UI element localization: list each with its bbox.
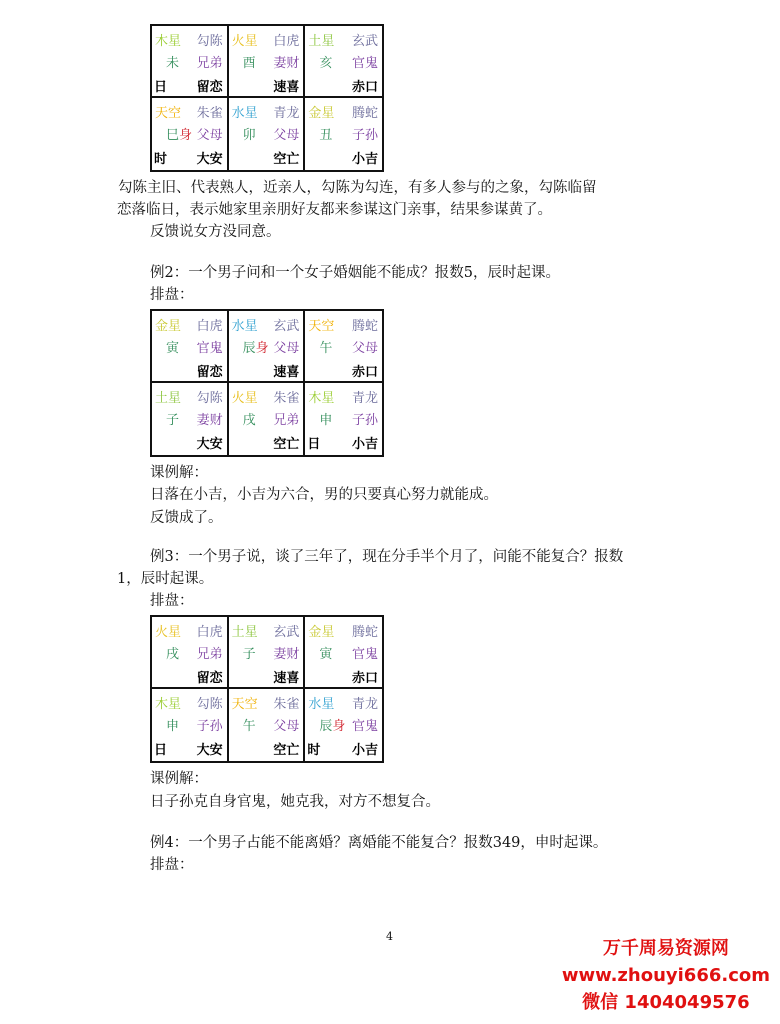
star-label: 土星: [155, 391, 182, 406]
chart1-palace-cell: [229, 98, 306, 170]
explanation-2-line-2: 反馈成了。: [150, 510, 223, 526]
relative-label: 妻财: [273, 56, 300, 71]
branch-label: 戌: [242, 413, 256, 428]
god-label: 朱雀: [273, 697, 300, 712]
chart-3-grid: [150, 615, 384, 763]
chart2-palace-cell: [305, 383, 382, 455]
example-4-title: 例4：一个男子占能不能离婚？离婚能不能复合？报数349，申时起课。: [150, 835, 608, 851]
self-marker: 身: [179, 128, 193, 143]
feedback-1: 反馈说女方没同意。: [150, 224, 281, 240]
relative-label: 父母: [351, 341, 378, 356]
god-label: 青龙: [351, 697, 378, 712]
relative-label: 妻财: [273, 647, 300, 662]
star-label: 金星: [308, 106, 335, 121]
relative-label: 父母: [273, 341, 300, 356]
star-label: 木星: [155, 34, 182, 49]
god-label: 白虎: [196, 319, 223, 334]
star-label: 土星: [308, 34, 335, 49]
star-label: 土星: [231, 625, 258, 640]
chart-1-grid: [150, 24, 384, 172]
chart3-palace-cell: [152, 617, 229, 689]
god-label: 腾蛇: [351, 106, 378, 121]
god-label: 腾蛇: [351, 625, 378, 640]
star-label: 天空: [231, 697, 258, 712]
star-label: 火星: [231, 34, 258, 49]
branch-label: 亥: [319, 56, 333, 71]
chart1-palace-cell: [152, 98, 229, 170]
branch-label: 卯: [242, 128, 256, 143]
god-label: 白虎: [196, 625, 223, 640]
chart3-palace-cell: [152, 689, 229, 761]
god-label: 白虎: [273, 34, 300, 49]
layout-label-3: 排盘：: [150, 593, 194, 609]
chart3-palace-cell: [305, 689, 382, 761]
god-label: 青龙: [351, 391, 378, 406]
watermark-site-name: 万千周易资源网: [602, 938, 729, 959]
chart3-palace-cell: [229, 689, 306, 761]
god-label: 青龙: [273, 106, 300, 121]
palace-name: 留恋: [196, 365, 223, 380]
chart2-palace-cell: [152, 311, 229, 383]
god-label: 勾陈: [196, 391, 223, 406]
watermark-url: www.zhouyi666.com: [561, 965, 770, 986]
star-label: 金星: [308, 625, 335, 640]
branch-label: 申: [166, 719, 180, 734]
palace-name: 小吉: [351, 152, 378, 167]
palace-name: 留恋: [196, 80, 223, 95]
explanation-label-3: 课例解：: [150, 771, 208, 787]
explanation-2-line-1: 日落在小吉，小吉为六合，男的只要真心努力就能成。: [150, 487, 498, 503]
chart2-palace-cell: [229, 311, 306, 383]
palace-name: 空亡: [273, 743, 300, 758]
palace-name: 赤口: [351, 365, 378, 380]
branch-label: 酉: [242, 56, 256, 71]
relative-label: 子孙: [351, 413, 378, 428]
god-label: 玄武: [351, 34, 378, 49]
star-label: 水星: [231, 106, 258, 121]
god-label: 朱雀: [196, 106, 223, 121]
example-3-title-cont: 1，辰时起课。: [117, 571, 214, 587]
palace-name: 大安: [196, 743, 223, 758]
relative-label: 兄弟: [273, 413, 300, 428]
chart-2-grid: [150, 309, 384, 457]
chart1-palace-cell: [305, 26, 382, 98]
relative-label: 兄弟: [196, 56, 223, 71]
relative-label: 官鬼: [196, 341, 223, 356]
relative-label: 官鬼: [351, 719, 378, 734]
relative-label: 官鬼: [351, 647, 378, 662]
branch-label: 子: [242, 647, 256, 662]
layout-label-2: 排盘：: [150, 287, 194, 303]
palace-name: 大安: [196, 152, 223, 167]
branch-label: 午: [319, 341, 333, 356]
god-label: 勾陈: [196, 34, 223, 49]
palace-name: 留恋: [196, 671, 223, 686]
star-label: 金星: [155, 319, 182, 334]
god-label: 玄武: [273, 319, 300, 334]
explanation-3-line-1: 日子孙克自身官鬼，她克我，对方不想复合。: [150, 794, 440, 810]
day-hour-marker: 日: [154, 743, 168, 758]
god-label: 玄武: [273, 625, 300, 640]
branch-label: 申: [319, 413, 333, 428]
god-label: 朱雀: [273, 391, 300, 406]
palace-name: 速喜: [273, 365, 300, 380]
relative-label: 子孙: [351, 128, 378, 143]
palace-name: 速喜: [273, 80, 300, 95]
branch-label: 戌: [166, 647, 180, 662]
day-hour-marker: 日: [154, 80, 168, 95]
palace-name: 赤口: [351, 671, 378, 686]
relative-label: 父母: [196, 128, 223, 143]
chart2-palace-cell: [305, 311, 382, 383]
explanation-label-2: 课例解：: [150, 465, 208, 481]
site-watermark: [562, 935, 770, 1016]
relative-label: 兄弟: [196, 647, 223, 662]
branch-label: 辰身: [242, 341, 269, 356]
branch-label: 辰身: [319, 719, 346, 734]
chart1-palace-cell: [229, 26, 306, 98]
star-label: 天空: [308, 319, 335, 334]
self-marker: 身: [332, 719, 346, 734]
branch-label: 未: [166, 56, 180, 71]
star-label: 水星: [308, 697, 335, 712]
day-hour-marker: 时: [154, 152, 168, 167]
chart3-palace-cell: [229, 617, 306, 689]
page-number: 4: [386, 930, 393, 943]
branch-label: 午: [242, 719, 256, 734]
relative-label: 子孙: [196, 719, 223, 734]
palace-name: 大安: [196, 437, 223, 452]
chart2-palace-cell: [229, 383, 306, 455]
layout-label-4: 排盘：: [150, 857, 194, 873]
star-label: 天空: [155, 106, 182, 121]
star-label: 火星: [155, 625, 182, 640]
relative-label: 官鬼: [351, 56, 378, 71]
god-label: 腾蛇: [351, 319, 378, 334]
chart2-palace-cell: [152, 383, 229, 455]
star-label: 木星: [308, 391, 335, 406]
star-label: 火星: [231, 391, 258, 406]
palace-name: 空亡: [273, 152, 300, 167]
relative-label: 妻财: [196, 413, 223, 428]
example-3-title: 例3：一个男子说，谈了三年了，现在分手半个月了，问能不能复合？报数: [150, 549, 624, 565]
palace-name: 赤口: [351, 80, 378, 95]
branch-label: 寅: [166, 341, 180, 356]
self-marker: 身: [255, 341, 269, 356]
relative-label: 父母: [273, 128, 300, 143]
palace-name: 小吉: [351, 437, 378, 452]
paragraph-1-line-2: 恋落临日，表示她家里亲朋好友都来参谋这门亲事，结果参谋黄了。: [117, 202, 552, 218]
palace-name: 空亡: [273, 437, 300, 452]
branch-label: 子: [166, 413, 180, 428]
relative-label: 父母: [273, 719, 300, 734]
chart3-palace-cell: [305, 617, 382, 689]
chart1-palace-cell: [305, 98, 382, 170]
paragraph-1-line-1: 勾陈主旧、代表熟人，近亲人，勾陈为勾连，有多人参与的之象，勾陈临留: [118, 180, 597, 196]
palace-name: 小吉: [351, 743, 378, 758]
example-2-title: 例2：一个男子问和一个女子婚姻能不能成？报数5，辰时起课。: [150, 265, 560, 281]
day-hour-marker: 时: [307, 743, 321, 758]
god-label: 勾陈: [196, 697, 223, 712]
branch-label: 巳身: [166, 128, 193, 143]
watermark-wechat: 微信 1404049576: [582, 992, 750, 1013]
star-label: 木星: [155, 697, 182, 712]
day-hour-marker: 日: [307, 437, 321, 452]
branch-label: 寅: [319, 647, 333, 662]
branch-label: 丑: [319, 128, 333, 143]
star-label: 水星: [231, 319, 258, 334]
palace-name: 速喜: [273, 671, 300, 686]
chart1-palace-cell: [152, 26, 229, 98]
